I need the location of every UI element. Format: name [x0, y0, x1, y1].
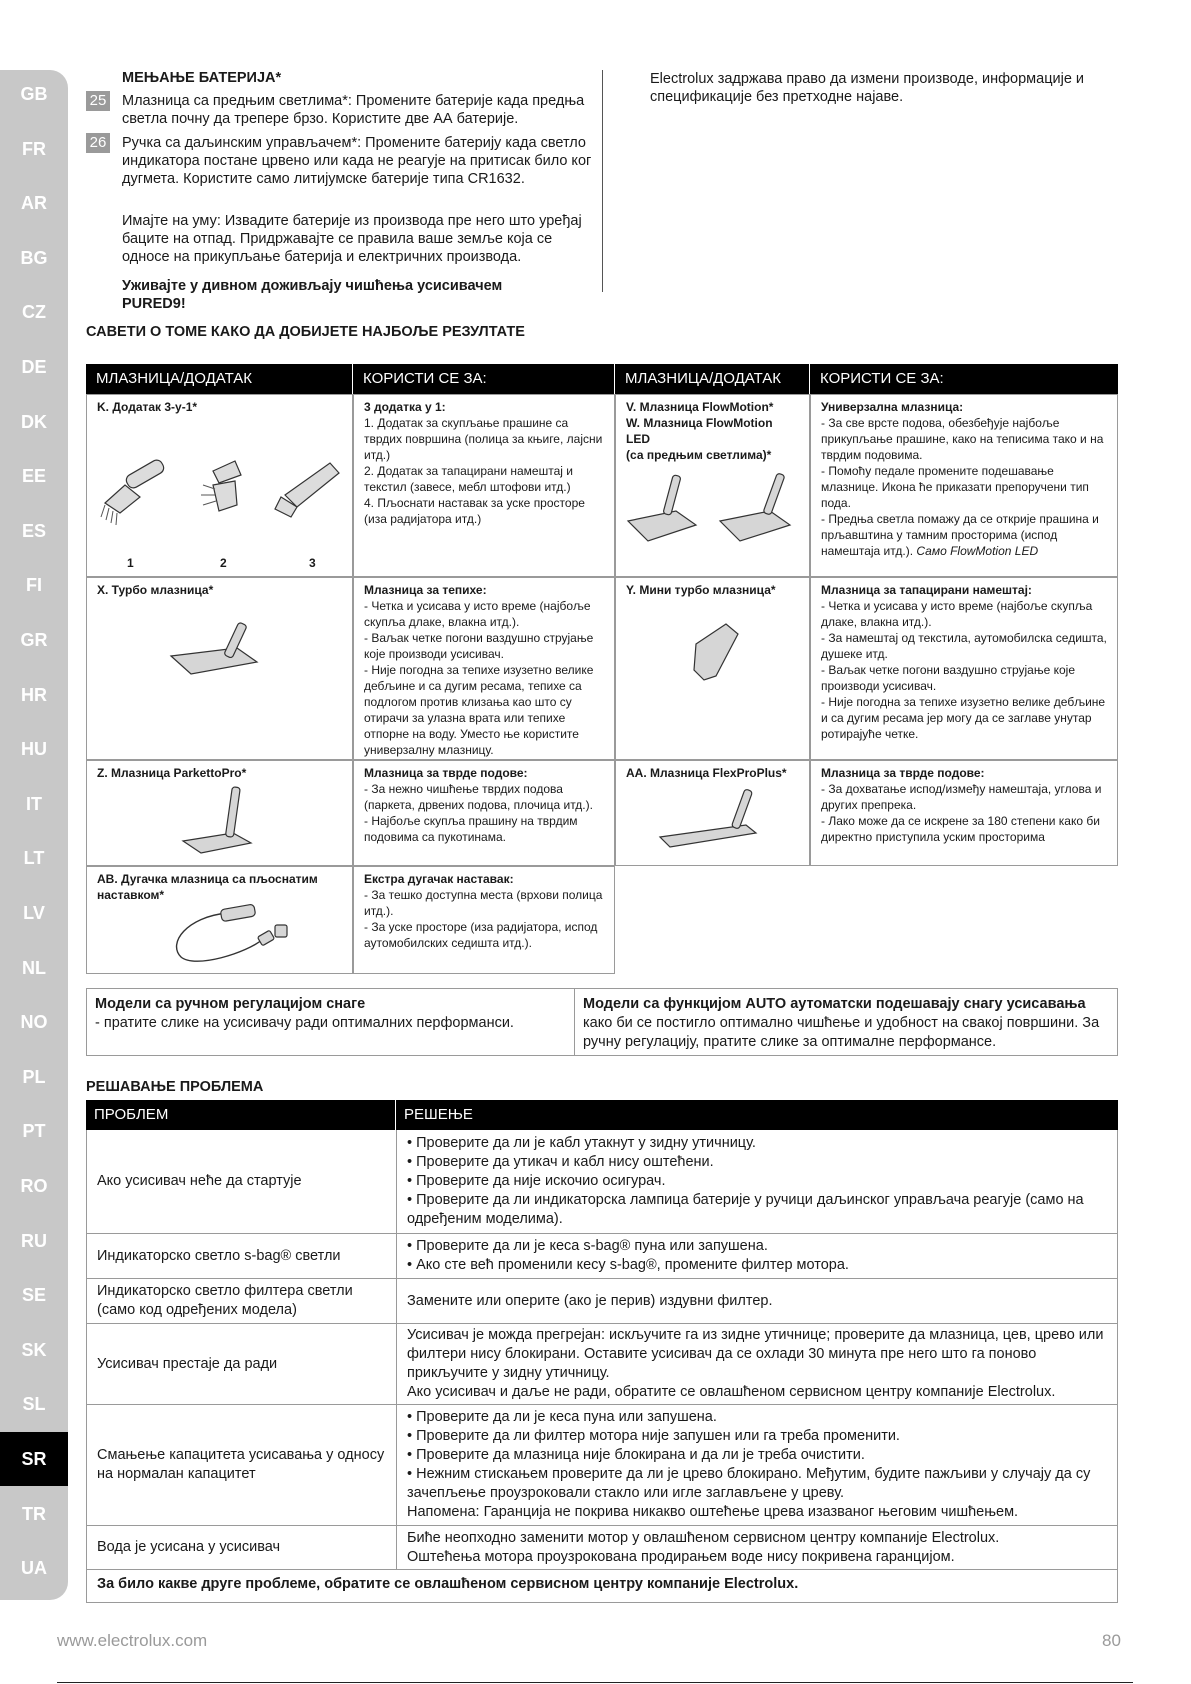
nozzle-aa-cell [615, 760, 810, 866]
nozzle-v-use-title: Универзална млазница: [821, 400, 964, 414]
solution-cell [397, 1234, 1117, 1278]
language-tab-ee[interactable]: EE [21, 466, 46, 487]
step-number-26: 26 [86, 133, 110, 153]
language-tab-de[interactable]: DE [21, 357, 47, 377]
nozzle-z-cell [86, 760, 353, 866]
solution-line: • Проверите да утикач и кабл нису оштећени. [407, 1154, 714, 1170]
trouble-col-problem: ПРОБЛЕМ [86, 1100, 396, 1130]
nozzle-ab-name: AB. Дугачка млазница са пљоснатим наставком* [97, 872, 318, 902]
nozzle-x-name: X. Турбо млазница* [97, 583, 214, 597]
language-tab-se[interactable]: SE [21, 1285, 46, 1306]
nozzle-z-name: Z. Млазница ParkettoPro* [97, 766, 247, 780]
solution-cell [397, 1324, 1117, 1404]
solution-cell [397, 1526, 1117, 1569]
language-tab-lv[interactable]: LV [23, 903, 45, 923]
solution-line: Усисивач је можда прегрејан: искључите га из зидне утичнице; проверите да млазница, цев, црево или филтери нису блокирани. Оставите усисивач да се охлади 30 минута пре него што га поново прикључите у зидну утичницу. [407, 1327, 1104, 1381]
auto-models [575, 989, 1117, 1055]
nozzle-ab-cell [86, 866, 353, 974]
nozzle-z-use-title: Млазница за тврде подове: [364, 766, 528, 780]
solution-line: • Проверите да ли је кеса пуна или запушена. [407, 1409, 717, 1425]
nozzle-v-use-italic: Само FlowMotion LED [916, 544, 1039, 558]
solution-cell [397, 1405, 1117, 1525]
nozzle-k-use-cell [353, 394, 615, 577]
nozzle-aa-use-title: Млазница за тврде подове: [821, 766, 985, 780]
solution-line: Напомена: Гаранција не покрива никакво оштећење црева изазваног његовим чишћењем. [407, 1504, 1019, 1520]
table-row [86, 1405, 1118, 1526]
solution-line: • Проверите да ли је кеса s-bag® пуна или запушена. [407, 1238, 768, 1254]
nozzle-y-use-title: Млазница за тапацирани намештај: [821, 583, 1032, 597]
enjoy-text: Уживајте у дивном доживљају чишћења усисивачем PURED9! [122, 278, 503, 312]
nozzle-z-illustration [177, 783, 267, 861]
table-row [86, 1279, 1118, 1324]
nozzle-y-use-cell [810, 577, 1118, 760]
auto-models-text: како би се постигло оптимално чишћење и удобност на свакој површини. За ручну регулацију, пратите слике за оптималне перформансе. [583, 1015, 1100, 1050]
language-tab-pt[interactable]: PT [22, 1121, 46, 1142]
nozzle-k-name: K. Додатак 3-у-1* [97, 400, 198, 414]
nozzle-x-use-title: Млазница за тепихе: [364, 583, 487, 597]
language-tab-fi[interactable]: FI [26, 575, 42, 596]
table-row [86, 1234, 1118, 1279]
solution-line: • Ако сте већ променили кесу s-bag®, промените филтер мотора. [407, 1257, 849, 1273]
solution-line: • Проверите да млазница није блокирана и да ли је треба очистити. [407, 1447, 865, 1463]
tips-col-use-2: КОРИСТИ СЕ ЗА: [810, 364, 1118, 394]
language-tab-dk[interactable]: DK [21, 411, 47, 432]
disclaimer: Electrolux задржава право да измени производе, информације и спецификације без претходне најаве. [650, 71, 1085, 105]
language-tab-sk[interactable]: SK [21, 1339, 47, 1360]
language-tab-ar[interactable]: AR [21, 193, 47, 214]
nozzle-aa-use-cell [810, 760, 1118, 866]
language-tab-ru[interactable]: RU [21, 1230, 47, 1251]
solution-line: • Проверите да није искочио осигурач. [407, 1173, 666, 1189]
table-row [86, 1526, 1118, 1570]
language-tab-bg[interactable]: BG [20, 247, 48, 268]
language-tab-nl[interactable]: NL [22, 957, 46, 978]
manual-models-text: - пратите слике на усисивачу ради оптималних перформанси. [95, 1015, 514, 1031]
language-tab-cz[interactable]: CZ [22, 302, 46, 323]
tips-col-use: КОРИСТИ СЕ ЗА: [353, 364, 615, 394]
nozzle-z-use-desc: - За нежно чишћење тврдих подова (паркета, дрвених подова, плочица итд.). - Најбоље скупља прашину на тврдим подовима са пукотинама. [364, 782, 593, 844]
footer-url[interactable]: www.electrolux.com [57, 1631, 208, 1650]
nozzle-k-cell [86, 394, 353, 577]
nozzle-v-use-cell [810, 394, 1118, 577]
solution-cell [397, 1130, 1117, 1233]
manual-models-title: Модели са ручном регулацијом снаге [95, 996, 366, 1012]
language-tab-es[interactable]: ES [21, 520, 46, 541]
column-divider [602, 70, 603, 292]
trouble-footer-row: За било какве друге проблеме, обратите се овлашћеном сервисном центру компаније Electrolux. [86, 1570, 1118, 1603]
nozzle-y-use-desc: - Четка и усисава у исто време (најбоље скупља длаке, влакна итд.). - За намештај од текстила, аутомобилска седишта, душеке итд. - Ваљак четке погони ваздушно струјање које производи усисивач. - Није погодна за тепихе изузетно велике дебљине и са дугим ресама јер могу да се заглаве унутар ротирајуће четке. [821, 599, 1107, 741]
problem-cell: Индикаторско светло s-bag® светли [87, 1234, 397, 1278]
tips-col-nozzle: МЛАЗНИЦА/ДОДАТАК [86, 364, 353, 394]
language-tab-no[interactable]: NO [20, 1012, 48, 1033]
nozzle-v-illustration [620, 469, 806, 549]
battery-item-26: Ручка са даљинским управљачем*: Промените батерију када светло индикатора постане црвено или када не реагује на притисак било ког дугмета. Користите само литијумске батерије типа CR1632. [122, 135, 592, 187]
tips-col-nozzle-2: МЛАЗНИЦА/ДОДАТАК [615, 364, 810, 394]
problem-cell: Вода је усисана у усисивач [87, 1526, 397, 1569]
nozzle-v-use-desc: - За све врсте подова, обезбеђује најбоље прикупљање прашине, како на теписима тако и на тврдим подовима. - Помоћу педале промените подешавање млазнице. Икона ће приказати препоручени тип пода. - Предња светла помажу да се открије прашина и прљавштина у тамним просторима (испод намештаја итд.). [821, 416, 1104, 558]
nozzle-y-name: Y. Мини турбо млазница* [626, 583, 776, 597]
language-tab-pl[interactable]: PL [22, 1066, 46, 1087]
solution-line: Оштећења мотора проузрокована продирањем воде нису покривена гаранцијом. [407, 1548, 955, 1565]
nozzle-k-use-title: 3 додатка у 1: [364, 400, 446, 414]
page-number: 80 [1102, 1631, 1121, 1650]
solution-line: Замените или оперите (ако је перив) издувни филтер. [407, 1292, 773, 1309]
nozzle-ab-use-desc: - За тешко доступна места (врхови полица итд.). - За уске просторе (иза радијатора, испод аутомобилских седишта итд.). [364, 888, 603, 950]
nozzle-ab-use-title: Екстра дугачак наставак: [364, 872, 514, 886]
solution-line: Биће неопходно заменити мотор у овлашћеном сервисном центру компаније Electrolux. [407, 1529, 1000, 1546]
nozzle-x-cell [86, 577, 353, 760]
language-tab-fr[interactable]: FR [22, 138, 46, 159]
solution-line: Ако усисивач и даље не ради, обратите се овлашћеном сервисном центру компаније Electrolux. [407, 1384, 1056, 1400]
nozzle-aa-use-desc: - За дохватање испод/између намештаја, углова и других препрека. - Лако може да се искрене за 180 степени како би директно приступила уским просторима [821, 782, 1102, 844]
nozzle-k-illustration [95, 455, 345, 545]
problem-cell: Усисивач престаје да ради [87, 1324, 397, 1404]
battery-heading: МЕЊАЊЕ БАТЕРИЈА* [122, 70, 282, 86]
nozzle-k-label-3: 3 [309, 556, 316, 570]
nozzle-v-name: V. Млазница FlowMotion* W. Млазница FlowMotion LED (са предњим светлима)* [626, 400, 774, 462]
nozzle-k-label-1: 1 [127, 556, 134, 570]
nozzle-aa-illustration [656, 787, 776, 857]
nozzle-x-use-cell [353, 577, 615, 760]
nozzle-aa-name: AA. Млазница FlexProPlus* [626, 766, 787, 780]
language-tab-hr[interactable]: HR [21, 684, 47, 705]
solution-line: • Проверите да ли филтер мотора није запушен или га треба променити. [407, 1428, 900, 1444]
problem-cell: Смањење капацитета усисавања у односу на нормалан капацитет [87, 1405, 397, 1525]
solution-cell [397, 1279, 1117, 1323]
problem-cell: Индикаторско светло филтера светли (само код одређених модела) [87, 1279, 397, 1323]
language-tab-lt[interactable]: LT [23, 848, 45, 869]
step-number-25: 25 [86, 91, 110, 111]
nozzle-k-label-2: 2 [220, 556, 227, 570]
battery-item-25: Млазница са предњим светлима*: Промените батерије када предња светла почну да трепере брзо. Користите две АА батерије. [122, 93, 585, 127]
language-tab-gb[interactable]: GB [20, 84, 48, 104]
problem-cell: Ако усисивач неће да стартује [87, 1130, 397, 1233]
solution-line: • Проверите да ли је кабл утакнут у зидну утичницу. [407, 1135, 756, 1151]
nozzle-k-use-desc: 1. Додатак за скупљање прашине са тврдих површина (полица за књиге, лајсни итд.) 2. Додатак за тапацирани намештај и текстил (завесе, мебл штофови итд.) 4. Пљоснати наставак за уске просторе (иза радијатора итд.) [364, 416, 603, 526]
trouble-heading: РЕШАВАЊЕ ПРОБЛЕМА [86, 1079, 264, 1095]
table-row [86, 1130, 1118, 1234]
footer-divider [57, 1682, 1133, 1683]
power-models-box [86, 988, 1118, 1056]
language-tab-tr[interactable]: TR [22, 1503, 46, 1524]
nozzle-x-use-desc: - Четка и усисава у исто време (најбоље скупља длаке, влакна итд.). - Ваљак четке погони ваздушно струјање које производи усисивач. - Није погодна за тепихе изузетно велике дебљине и са дугим ресама, тепихе са подлогом против клизања као што су отирачи за улазна врата или тепихе отпорне на воду. Уместо ње користите универзалну млазницу. [364, 599, 594, 757]
nozzle-y-illustration [666, 614, 756, 694]
language-tab-ro[interactable]: RO [20, 1176, 48, 1196]
solution-line: • Проверите да ли индикаторска лампица батерије у ручици даљинског управљача реагује (само на одређеним моделима). [407, 1192, 1084, 1227]
language-tab-hu[interactable]: HU [21, 739, 47, 760]
language-tab-gr[interactable]: GR [20, 630, 48, 650]
nozzle-v-cell [615, 394, 810, 577]
trouble-col-solution: РЕШЕЊЕ [396, 1100, 1118, 1130]
nozzle-ab-illustration [167, 903, 297, 971]
auto-models-title: Модели са функцијом AUTO аутоматски подешавају снагу усисавања [583, 996, 1086, 1012]
language-tab-sr[interactable]: SR [0, 1432, 68, 1486]
battery-note: Имајте на уму: Извадите батерије из производа пре него што уређај баците на отпад. Придржавајте се правила ваше земље која се односе на прикупљање батерија и електричних производа. [122, 213, 582, 265]
nozzle-x-illustration [167, 618, 277, 698]
language-tab-ua[interactable]: UA [21, 1558, 47, 1579]
table-row [86, 1324, 1118, 1405]
nozzle-ab-use-cell [353, 866, 615, 974]
nozzle-z-use-cell [353, 760, 615, 866]
manual-models [87, 989, 575, 1055]
language-tab-sl[interactable]: SL [22, 1394, 46, 1415]
nozzle-y-cell [615, 577, 810, 760]
solution-line: • Нежним стискањем проверите да ли је црево блокирано. Међутим, будите пажљиви у случају да су зачепљење проузроковали стакло или игле заглављене у цреву. [407, 1466, 1091, 1501]
tips-heading: САВЕТИ О ТОМЕ КАКО ДА ДОБИЈЕТЕ НАЈБОЉЕ РЕЗУЛТАТЕ [86, 324, 525, 340]
language-tab-it[interactable]: IT [26, 793, 42, 814]
